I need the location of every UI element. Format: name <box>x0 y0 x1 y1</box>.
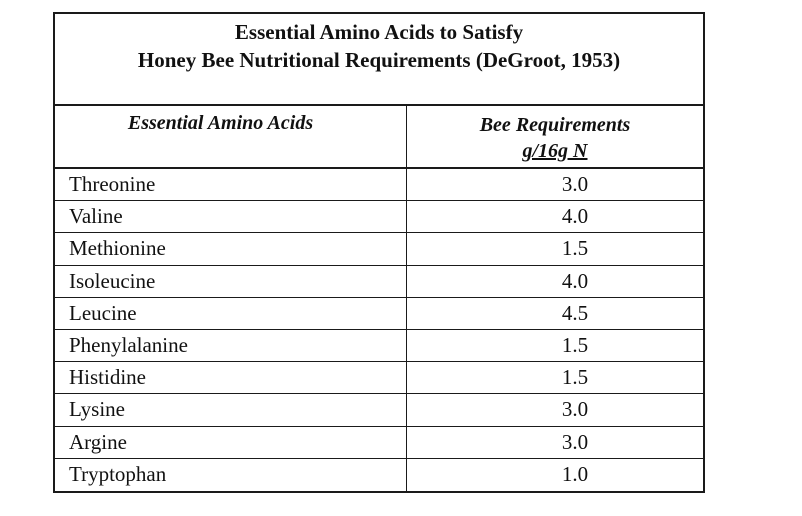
amino-acid-name: Tryptophan <box>55 459 407 491</box>
table-row <box>55 362 703 394</box>
requirement-value: 4.0 <box>561 204 589 229</box>
table-title-line-1: Essential Amino Acids to Satisfy <box>234 20 524 44</box>
table-row <box>55 330 703 362</box>
requirement-value: 3.0 <box>561 397 589 422</box>
header-amino-acids: Essential Amino Acids <box>55 106 407 167</box>
requirement-value: 1.5 <box>561 333 589 358</box>
table-header-row <box>55 106 703 169</box>
table-body <box>55 169 703 491</box>
amino-acid-name: Leucine <box>55 298 407 329</box>
amino-acid-table <box>53 12 705 493</box>
table-title-line-2: Honey Bee Nutritional Requirements (DeGroot, 1953) <box>137 48 621 72</box>
table-title <box>55 14 703 106</box>
requirement-value: 3.0 <box>561 429 589 454</box>
amino-acid-name: Lysine <box>55 394 407 425</box>
requirement-value: 1.5 <box>561 236 589 261</box>
requirement-value: 4.0 <box>561 268 589 293</box>
requirement-value: 1.5 <box>561 365 589 390</box>
table-row <box>55 394 703 426</box>
header-bee-requirements-label: Bee Requirements <box>479 114 631 136</box>
table-row <box>55 427 703 459</box>
requirement-value: 1.0 <box>561 462 589 487</box>
amino-acid-name: Isoleucine <box>55 266 407 297</box>
requirement-value: 3.0 <box>561 172 589 197</box>
table-row <box>55 266 703 298</box>
table-row <box>55 201 703 233</box>
amino-acid-name: Argine <box>55 427 407 458</box>
header-unit-label: g/16g N <box>522 140 588 162</box>
amino-acid-name: Histidine <box>55 362 407 393</box>
table-row <box>55 233 703 265</box>
header-bee-requirements <box>407 106 703 167</box>
requirement-value: 4.5 <box>561 300 589 325</box>
table-row <box>55 298 703 330</box>
table-row <box>55 459 703 491</box>
amino-acid-name: Phenylalanine <box>55 330 407 361</box>
amino-acid-name: Threonine <box>55 169 407 200</box>
amino-acid-name: Valine <box>55 201 407 232</box>
amino-acid-name: Methionine <box>55 233 407 264</box>
table-row <box>55 169 703 201</box>
